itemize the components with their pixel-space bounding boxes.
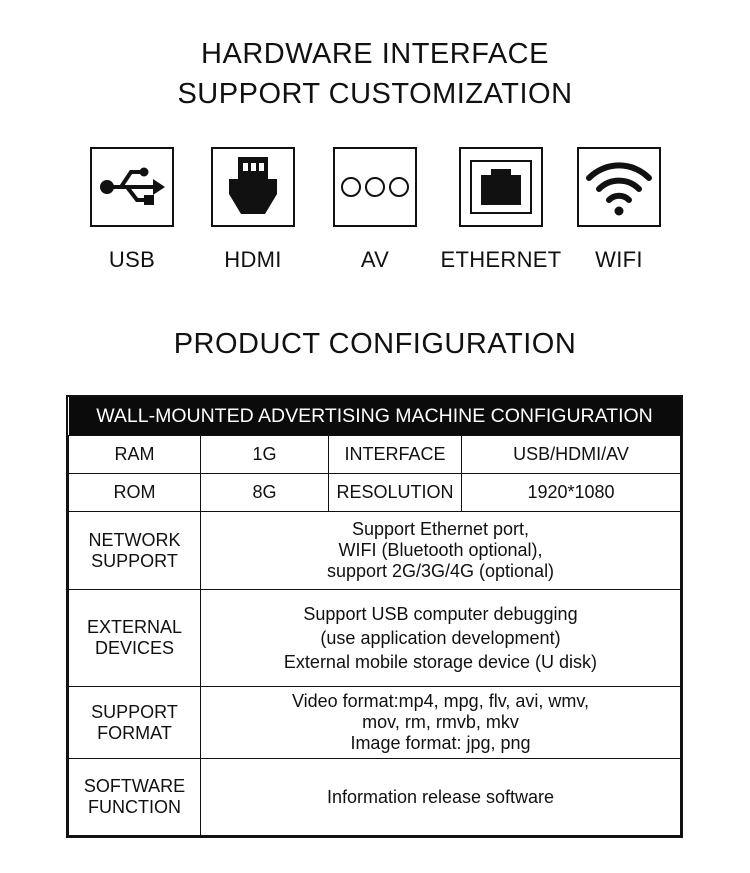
table-row-external — [69, 590, 681, 687]
hardware-interface-title: HARDWARE INTERFACE — [201, 38, 549, 70]
hdmi-label: HDMI — [224, 247, 282, 272]
interface-hdmi — [183, 147, 323, 273]
ram-label: RAM — [69, 436, 201, 474]
wifi-label: WIFI — [595, 247, 643, 272]
table-row-network — [69, 512, 681, 590]
interface-usb — [62, 147, 202, 273]
hdmi-icon — [211, 147, 295, 227]
table-row-rom — [69, 474, 681, 512]
resolution-label: RESOLUTION — [329, 474, 462, 512]
av-label: AV — [360, 247, 390, 272]
interface-av — [305, 147, 445, 273]
table-header-row — [69, 397, 681, 436]
network-value: Support Ethernet port, WIFI (Bluetooth optional), support 2G/3G/4G (optional) — [201, 512, 681, 590]
ram-value: 1G — [201, 436, 329, 474]
interface-wifi — [549, 147, 689, 273]
ethernet-label: ETHERNET — [440, 247, 562, 272]
ethernet-icon — [459, 147, 543, 227]
network-label: NETWORK SUPPORT — [69, 512, 201, 590]
usb-label: USB — [108, 247, 156, 272]
interface-label: INTERFACE — [329, 436, 462, 474]
wifi-icon — [577, 147, 661, 227]
usb-icon — [90, 147, 174, 227]
configuration-table — [66, 395, 683, 838]
rom-value: 8G — [201, 474, 329, 512]
support-customization-title: SUPPORT CUSTOMIZATION — [177, 78, 573, 110]
software-label: SOFTWARE FUNCTION — [69, 759, 201, 836]
product-configuration-title: PRODUCT CONFIGURATION — [173, 328, 577, 360]
format-label: SUPPORT FORMAT — [69, 687, 201, 759]
table-row-format — [69, 687, 681, 759]
rom-label: ROM — [69, 474, 201, 512]
interface-value: USB/HDMI/AV — [462, 436, 681, 474]
table-row-software — [69, 759, 681, 836]
resolution-value: 1920*1080 — [462, 474, 681, 512]
format-value: Video format:mp4, mpg, flv, avi, wmv, mov, rm, rmvb, mkv Image format: jpg, png — [201, 687, 681, 759]
av-icon — [333, 147, 417, 227]
interface-icons-row — [0, 147, 750, 277]
table-row-ram — [69, 436, 681, 474]
external-label: EXTERNAL DEVICES — [69, 590, 201, 687]
table-heading: WALL-MOUNTED ADVERTISING MACHINE CONFIGURATION — [69, 397, 681, 436]
software-value: Information release software — [201, 759, 681, 836]
external-value: Support USB computer debugging (use application development) External mobile storage device (U disk) — [201, 590, 681, 687]
